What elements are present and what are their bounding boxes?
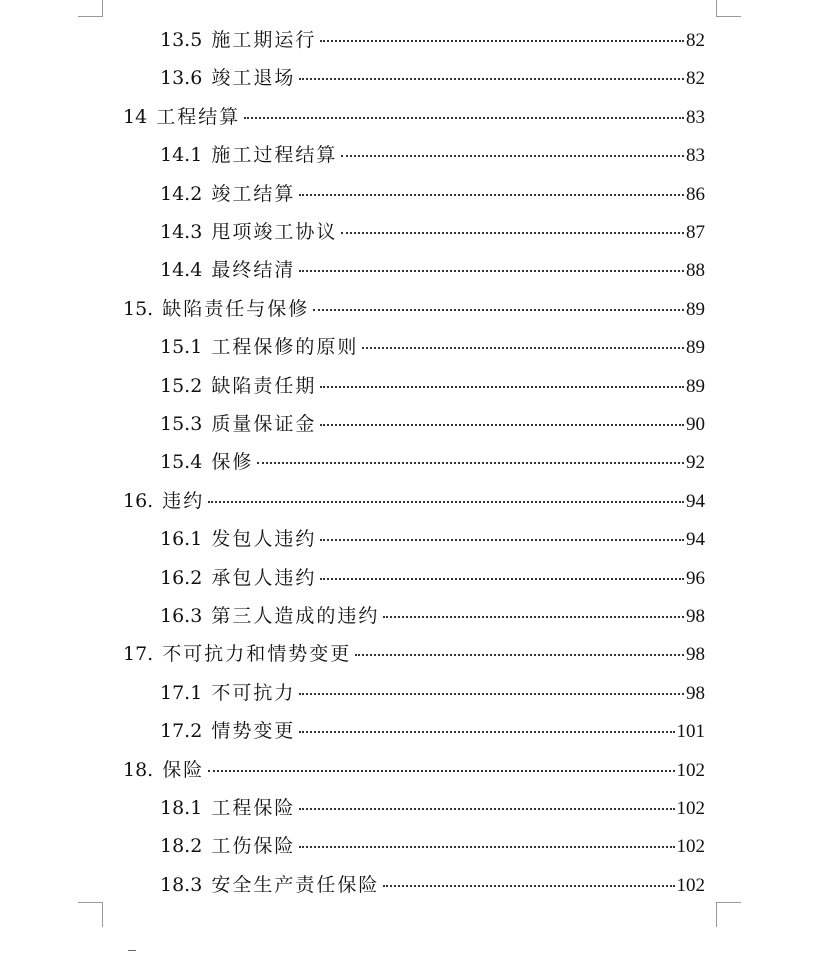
toc-entry[interactable] — [160, 712, 705, 750]
toc-entry[interactable] — [160, 328, 705, 366]
toc-entry-title: 缺陷责任与保修 — [162, 297, 310, 320]
toc-dot-leader — [341, 155, 684, 157]
margin-mark-top-right — [716, 0, 741, 17]
toc-entry-page: 94 — [686, 529, 705, 551]
toc-entry-title: 保修 — [211, 451, 254, 474]
toc-entry[interactable] — [160, 674, 705, 712]
toc-entry-title: 施工期运行 — [211, 29, 317, 51]
toc-dot-leader — [299, 270, 684, 272]
toc-entry-title: 保险 — [162, 758, 205, 781]
toc-entry-page: 88 — [686, 260, 705, 282]
toc-entry[interactable] — [160, 827, 705, 865]
toc-entry[interactable] — [123, 98, 705, 136]
toc-entry-number: 16.3 — [160, 605, 203, 627]
toc-entry-number: 13.5 — [160, 29, 203, 51]
toc-entry[interactable] — [160, 520, 705, 558]
toc-entry[interactable] — [160, 136, 705, 174]
toc-dot-leader — [320, 424, 684, 426]
toc-entry-number: 18.3 — [160, 873, 203, 896]
toc-entry-title: 不可抗力 — [211, 681, 296, 704]
toc-entry-page: 83 — [686, 106, 705, 128]
toc-entry[interactable] — [160, 866, 705, 904]
toc-entry-title: 最终结清 — [211, 259, 296, 282]
toc-entry-number: 15.4 — [160, 451, 203, 474]
toc-dot-leader — [299, 808, 674, 810]
toc-dot-leader — [341, 232, 684, 234]
toc-entry-title: 施工过程结算 — [211, 144, 338, 167]
toc-entry[interactable] — [160, 21, 705, 59]
toc-entry[interactable] — [123, 290, 705, 328]
toc-entry[interactable] — [160, 251, 705, 289]
toc-entry[interactable] — [160, 213, 705, 251]
toc-entry-title: 第三人造成的违约 — [211, 605, 380, 627]
toc-dot-leader — [362, 347, 684, 349]
toc-entry-page: 101 — [676, 721, 705, 743]
toc-entry-page: 90 — [686, 414, 705, 435]
margin-mark-bottom-right — [716, 902, 741, 927]
toc-entry-page: 89 — [686, 375, 705, 397]
toc-entry-number: 14.2 — [160, 182, 203, 205]
toc-entry-title: 甩项竣工协议 — [211, 221, 338, 243]
toc-entry-number: 13.6 — [160, 67, 203, 90]
toc-dot-leader — [244, 117, 684, 119]
toc-dot-leader — [383, 616, 684, 618]
toc-dot-leader — [299, 194, 684, 196]
toc-entry[interactable] — [123, 751, 705, 789]
toc-entry-title: 情势变更 — [211, 720, 296, 743]
toc-entry-number: 17.1 — [160, 681, 203, 704]
toc-entry-title: 竣工结算 — [211, 182, 296, 205]
toc-entry-number: 16.2 — [160, 566, 203, 589]
toc-entry-number: 15. — [123, 297, 154, 320]
toc-entry-title: 工程保险 — [211, 797, 296, 819]
toc-entry-title: 竣工退场 — [211, 67, 296, 90]
toc-entry-page: 87 — [686, 222, 705, 243]
toc-entry-title: 发包人违约 — [211, 528, 317, 551]
toc-entry-page: 98 — [686, 606, 705, 627]
toc-dot-leader — [208, 770, 674, 772]
toc-entry-number: 18.1 — [160, 797, 203, 819]
toc-dot-leader — [208, 501, 684, 503]
toc-entry-title: 不可抗力和情势变更 — [162, 643, 352, 666]
toc-entry-page: 102 — [676, 759, 705, 781]
toc-dot-leader — [320, 539, 684, 541]
toc-entry-page: 98 — [686, 644, 705, 666]
toc-entry[interactable] — [160, 789, 705, 827]
toc-entry[interactable] — [160, 59, 705, 97]
toc-entry-page: 82 — [686, 30, 705, 51]
toc-dot-leader — [299, 693, 684, 695]
toc-dot-leader — [299, 731, 674, 733]
toc-entry-number: 18. — [123, 758, 154, 781]
toc-entry[interactable] — [160, 405, 705, 443]
toc-dot-leader — [299, 78, 684, 80]
toc-entry-title: 质量保证金 — [211, 413, 317, 435]
toc-entry-number: 15.2 — [160, 374, 203, 397]
margin-mark-bottom-left — [78, 902, 103, 927]
toc-entry-page: 98 — [686, 682, 705, 704]
toc-entry-title: 安全生产责任保险 — [211, 873, 380, 896]
toc-entry-title: 工程保修的原则 — [211, 336, 359, 359]
toc-dot-leader — [320, 386, 684, 388]
toc-entry[interactable] — [123, 635, 705, 673]
toc-entry-page: 96 — [686, 567, 705, 589]
toc-dot-leader — [383, 885, 674, 887]
toc-entry-number: 14.1 — [160, 144, 203, 167]
toc-entry-title: 承包人违约 — [211, 566, 317, 589]
toc-entry-page: 89 — [686, 337, 705, 359]
toc-entry-number: 16. — [123, 489, 154, 512]
toc-entry-page: 102 — [676, 874, 705, 896]
toc-entry[interactable] — [160, 175, 705, 213]
toc-entry-number: 17.2 — [160, 720, 203, 743]
toc-dot-leader — [313, 309, 684, 311]
toc-entry-page: 83 — [686, 145, 705, 167]
margin-mark-top-left — [78, 0, 103, 17]
toc-entry-page: 92 — [686, 452, 705, 474]
toc-entry-number: 16.1 — [160, 528, 203, 551]
toc-entry-page: 82 — [686, 68, 705, 90]
toc-entry-number: 15.1 — [160, 336, 203, 359]
toc-entry-number: 15.3 — [160, 413, 203, 435]
toc-entry-number: 14 — [123, 105, 148, 128]
toc-dot-leader — [299, 846, 674, 848]
toc-entry-page: 94 — [686, 490, 705, 512]
toc-entry-page: 102 — [676, 836, 705, 858]
toc-entry-page: 86 — [686, 183, 705, 205]
toc-dot-leader — [320, 40, 684, 42]
toc-dot-leader — [257, 462, 684, 464]
toc-entry-page: 89 — [686, 298, 705, 320]
toc-entry-page: 102 — [676, 798, 705, 819]
toc-entry-title: 缺陷责任期 — [211, 374, 317, 397]
toc-dot-leader — [355, 654, 684, 656]
toc-entry[interactable] — [160, 559, 705, 597]
toc-entry[interactable] — [160, 367, 705, 405]
toc-entry-number: 17. — [123, 643, 154, 666]
toc-entry-number: 14.3 — [160, 221, 203, 243]
toc-dot-leader — [320, 578, 684, 580]
toc-entry-number: 14.4 — [160, 259, 203, 282]
toc-entry-title: 工伤保险 — [211, 835, 296, 858]
toc-entry[interactable] — [123, 482, 705, 520]
toc-entry-title: 工程结算 — [156, 105, 241, 128]
toc-entry[interactable] — [160, 443, 705, 481]
toc-entry[interactable] — [160, 597, 705, 635]
toc-entry-title: 违约 — [162, 489, 205, 512]
toc-entry-number: 18.2 — [160, 835, 203, 858]
